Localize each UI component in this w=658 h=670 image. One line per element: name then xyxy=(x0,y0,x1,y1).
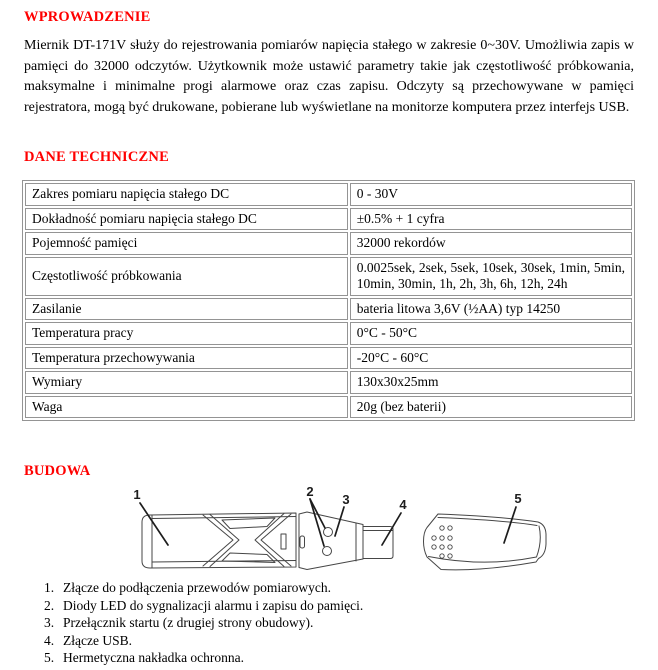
list-item-number: 3. xyxy=(44,615,55,631)
spec-value: 32000 rekordów xyxy=(350,232,632,255)
list-item-text: Złącze USB. xyxy=(63,632,132,648)
logger-body-drawing xyxy=(142,512,363,570)
spec-label: Pojemność pamięci xyxy=(25,232,348,255)
spec-value: -20°C - 60°C xyxy=(350,347,632,370)
led-circle xyxy=(324,528,333,537)
list-item-number: 4. xyxy=(44,632,55,648)
construction-heading: BUDOWA xyxy=(24,463,91,479)
table-row xyxy=(25,208,632,231)
table-row xyxy=(25,183,632,206)
list-item-text: Przełącznik startu (z drugiej strony obudowy). xyxy=(63,615,314,631)
spec-value: 20g (bez baterii) xyxy=(350,396,632,419)
callout-label-2: 2 xyxy=(306,484,314,499)
specs-heading: DANE TECHNICZNE xyxy=(24,149,169,165)
list-item-text: Złącze do podłączenia przewodów pomiarowych. xyxy=(63,580,332,595)
usb-plug-drawing xyxy=(363,527,393,559)
led-icons xyxy=(323,528,333,556)
spec-label: Temperatura pracy xyxy=(25,322,348,345)
table-row xyxy=(25,371,632,394)
spec-label: Waga xyxy=(25,396,348,419)
table-row xyxy=(25,347,632,370)
spec-value: ±0.5% + 1 cyfra xyxy=(350,208,632,231)
spec-label: Dokładność pomiaru napięcia stałego DC xyxy=(25,208,348,231)
list-item-number: 2. xyxy=(44,597,55,613)
list-item-number: 1. xyxy=(44,580,55,595)
table-row xyxy=(25,396,632,419)
cap-vent-holes xyxy=(432,526,452,558)
callout-label-4: 4 xyxy=(399,497,407,512)
parts-list xyxy=(44,579,363,667)
spec-label: Zasilanie xyxy=(25,298,348,321)
table-row xyxy=(25,257,632,296)
list-item-text: Diody LED do sygnalizacji alarmu i zapisu do pamięci. xyxy=(63,597,364,613)
table-row xyxy=(25,232,632,255)
intro-heading: WPROWADZENIE xyxy=(24,9,151,25)
specs-table xyxy=(22,180,635,421)
spec-value: 0 - 30V xyxy=(350,183,632,206)
callout-leader-lines xyxy=(140,499,516,546)
table-row xyxy=(25,298,632,321)
spec-value: 0°C - 50°C xyxy=(350,322,632,345)
list-item xyxy=(44,597,363,615)
callout-label-5: 5 xyxy=(514,491,522,506)
spec-label: Zakres pomiaru napięcia stałego DC xyxy=(25,183,348,206)
device-diagram xyxy=(110,483,650,583)
spec-value: 130x30x25mm xyxy=(350,371,632,394)
callout-label-3: 3 xyxy=(342,492,350,507)
callout-label-1: 1 xyxy=(133,487,141,502)
table-row xyxy=(25,322,632,345)
spec-label: Wymiary xyxy=(25,371,348,394)
led-circle xyxy=(323,547,332,556)
intro-paragraph: Miernik DT-171V służy do rejestrowania pomiarów napięcia stałego w zakresie 0~30V. Umożliwia zapis w pamięci do 32000 odczytów. Użytkownik może ustawić parametry takie jak częstotliwość próbkowania, maksymalne i minimalne progi alarmowe oraz czas zapisu. Odczyty są przechowywane w pamięci rejestratora, mogą być drukowane, pobierane lub wyświetlane na monitorze komputera przez interfejs USB. xyxy=(24,38,634,115)
spec-value: bateria litowa 3,6V (½AA) typ 14250 xyxy=(350,298,632,321)
list-item-text: Hermetyczna nakładka ochronna. xyxy=(63,650,245,666)
list-item xyxy=(44,649,363,667)
list-item-number: 5. xyxy=(44,650,55,666)
spec-label: Temperatura przechowywania xyxy=(25,347,348,370)
list-item xyxy=(44,614,363,632)
list-item xyxy=(44,632,363,650)
protective-cap-drawing xyxy=(424,514,547,570)
spec-value: 0.0025sek, 2sek, 5sek, 10sek, 30sek, 1min, 5min, 10min, 30min, 1h, 2h, 3h, 6h, 12h, 24h xyxy=(350,257,632,296)
list-item xyxy=(44,579,363,597)
spec-label: Częstotliwość próbkowania xyxy=(25,257,348,296)
